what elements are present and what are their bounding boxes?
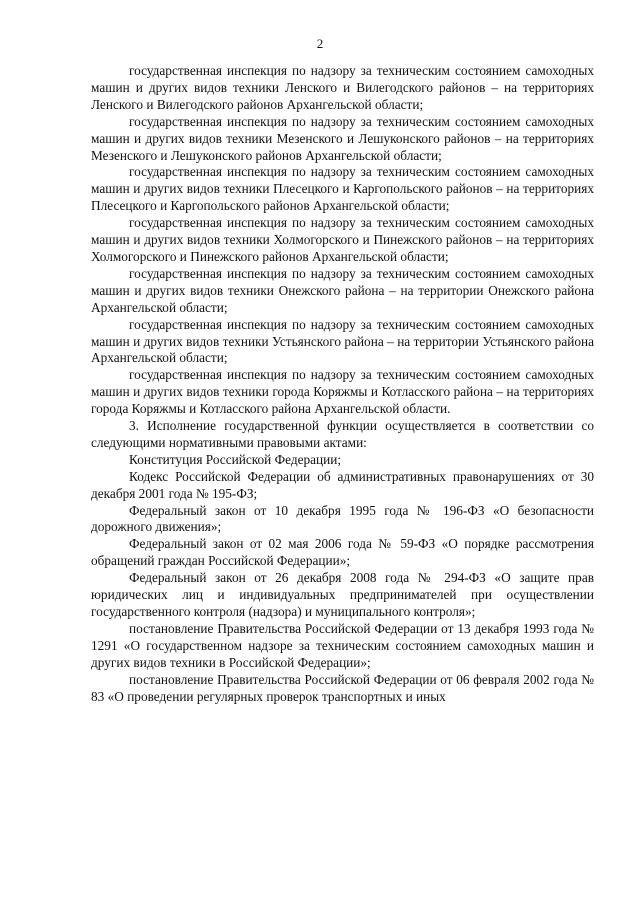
page-number: 2 (316, 36, 324, 51)
paragraph-lensky-vilegodsky: государственная инспекция по надзору за техническим состоянием самоходных машин и других видов техники Ленского и Вилегодского районов – на территориях Ленского и Вилегодского районов Архангельской области; (91, 63, 594, 112)
paragraph-law-196-fz: Федеральный закон от 10 декабря 1995 года № 196-ФЗ «О безопасности дорожного движения»; (91, 502, 594, 535)
paragraph-law-59-fz: Федеральный закон от 02 мая 2006 года № 59-ФЗ «О порядке рассмотрения обращений граждан Российской Федерации»; (91, 536, 594, 569)
paragraph-section-3: 3. Исполнение государственной функции осуществляется в соответствии со следующими нормативными правовыми актами: (91, 418, 594, 450)
paragraph-kholmogorsky-pinezhsky: государственная инспекция по надзору за техническим состоянием самоходных машин и других видов техники Холмогорского и Пинежского районов – на территориях Холмогорского и Пинежского районов Архангельской области; (91, 215, 594, 264)
paragraph-law-294-fz: Федеральный закон от 26 декабря 2008 года № 294-ФЗ «О защите прав юридических лиц и индивидуальных предпринимателей при осуществлении государственного контроля (надзора) и муниципального контроля»; (91, 570, 594, 619)
document-body (91, 63, 594, 705)
paragraph-decree-1291: постановление Правительства Российской Федерации от 13 декабря 1993 года № 1291 «О государственном надзоре за техническим состоянием самоходных машин и других видов техники в Российской Федерации»; (91, 620, 594, 670)
paragraph-constitution: Конституция Российской Федерации; (129, 451, 342, 467)
paragraph-administrative-code: Кодекс Российской Федерации об административных правонарушениях от 30 декабря 2001 года № 195-ФЗ; (91, 468, 594, 501)
paragraph-onezhsky: государственная инспекция по надзору за техническим состоянием самоходных машин и других видов техники Онежского района – на территории Онежского района Архангельской области; (91, 265, 594, 315)
paragraph-ustyansky: государственная инспекция по надзору за техническим состоянием самоходных машин и других видов техники Устьянского района – на территории Устьянского района Архангельской области; (91, 316, 594, 366)
paragraph-koryazhma-kotlassky: государственная инспекция по надзору за техническим состоянием самоходных машин и других видов техники города Коряжмы и Котласского района – на территориях города Коряжмы и Котласского района Архангельской области. (91, 367, 594, 417)
paragraph-mezensky-leshukonsky: государственная инспекция по надзору за техническим состоянием самоходных машин и других видов техники Мезенского и Лешуконского районов – на территориях Мезенского и Лешуконского районов Архангельской области; (91, 113, 594, 163)
paragraph-decree-83: постановление Правительства Российской Федерации от 06 февраля 2002 года № 83 «О проведении регулярных проверок транспортных и иных (91, 671, 594, 704)
paragraph-plesetsky-kargopolsky: государственная инспекция по надзору за техническим состоянием самоходных машин и других видов техники Плесецкого и Каргопольского районов – на территориях Плесецкого и Каргопольского районов Архангельской области; (91, 164, 594, 214)
